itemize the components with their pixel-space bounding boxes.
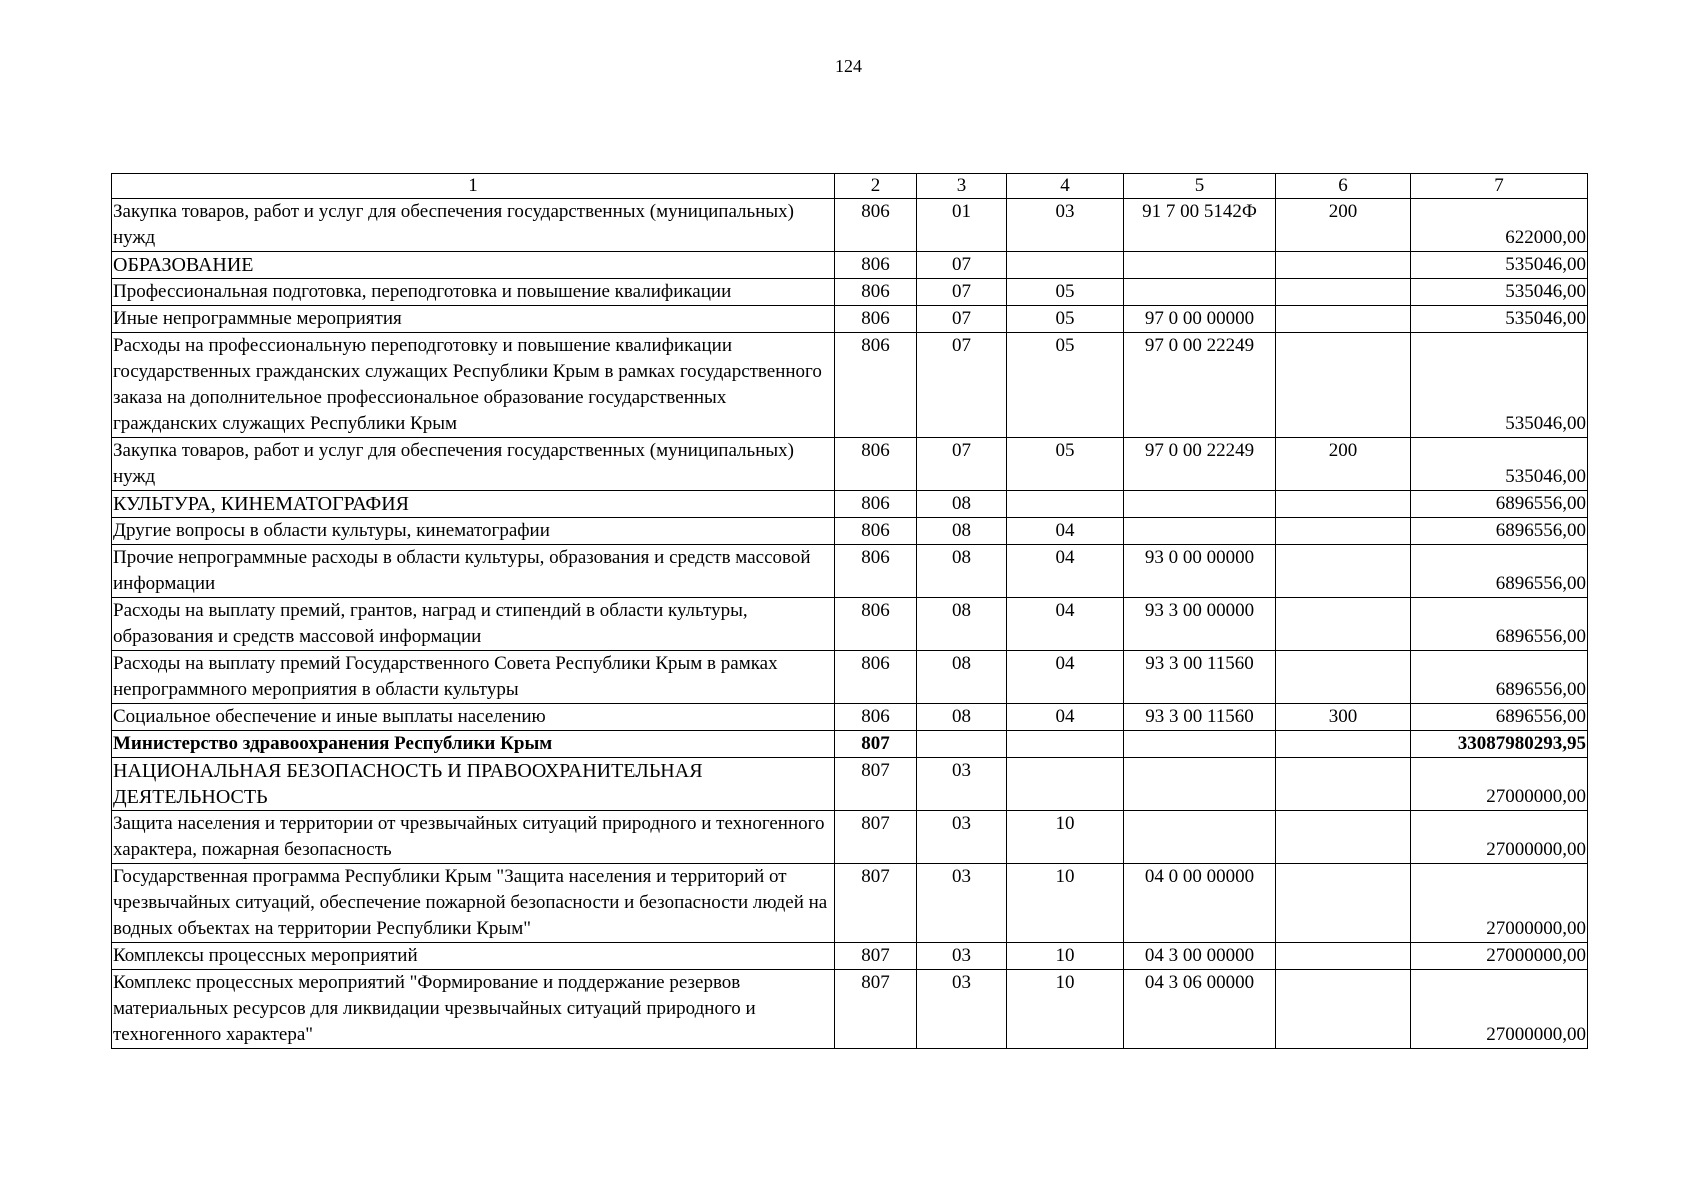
row-section-cell: 03 (917, 970, 1007, 1049)
table-row (112, 306, 1588, 333)
row-subsection-cell: 10 (1007, 943, 1124, 970)
column-header: 4 (1007, 174, 1124, 199)
row-expense-type-cell (1276, 651, 1411, 704)
table-row (112, 252, 1588, 279)
row-amount-cell: 27000000,00 (1411, 758, 1588, 811)
row-section-cell: 08 (917, 518, 1007, 545)
row-subsection-cell: 03 (1007, 199, 1124, 252)
row-name-cell: Иные непрограммные мероприятия (112, 306, 835, 333)
table-row (112, 704, 1588, 731)
row-name-cell: Расходы на выплату премий Государственного Совета Республики Крым в рамках непрограммного мероприятия в области культуры (112, 651, 835, 704)
row-name-cell: Профессиональная подготовка, переподготовка и повышение квалификации (112, 279, 835, 306)
row-target-article-cell (1124, 518, 1276, 545)
row-amount-cell: 27000000,00 (1411, 864, 1588, 943)
row-amount-cell: 6896556,00 (1411, 704, 1588, 731)
row-code-cell: 806 (835, 306, 917, 333)
row-name-cell: Закупка товаров, работ и услуг для обеспечения государственных (муниципальных) нужд (112, 199, 835, 252)
row-code-cell: 807 (835, 758, 917, 811)
row-amount-cell: 6896556,00 (1411, 598, 1588, 651)
row-expense-type-cell (1276, 333, 1411, 438)
row-code-cell: 806 (835, 279, 917, 306)
row-name-cell: ОБРАЗОВАНИЕ (112, 252, 835, 279)
row-amount-cell: 535046,00 (1411, 438, 1588, 491)
row-target-article-cell (1124, 731, 1276, 758)
row-code-cell: 806 (835, 598, 917, 651)
row-name-cell: КУЛЬТУРА, КИНЕМАТОГРАФИЯ (112, 491, 835, 518)
row-subsection-cell: 04 (1007, 518, 1124, 545)
row-expense-type-cell (1276, 970, 1411, 1049)
table-row (112, 491, 1588, 518)
row-subsection-cell: 04 (1007, 598, 1124, 651)
row-name-cell: Комплексы процессных мероприятий (112, 943, 835, 970)
row-code-cell: 806 (835, 545, 917, 598)
column-header: 1 (112, 174, 835, 199)
table-row (112, 864, 1588, 943)
column-header: 5 (1124, 174, 1276, 199)
row-code-cell: 806 (835, 491, 917, 518)
table-row (112, 545, 1588, 598)
row-amount-cell: 535046,00 (1411, 279, 1588, 306)
row-expense-type-cell (1276, 864, 1411, 943)
row-code-cell: 807 (835, 943, 917, 970)
table-row (112, 518, 1588, 545)
row-amount-cell: 6896556,00 (1411, 545, 1588, 598)
row-section-cell: 08 (917, 704, 1007, 731)
column-header: 3 (917, 174, 1007, 199)
row-subsection-cell: 10 (1007, 864, 1124, 943)
row-code-cell: 807 (835, 864, 917, 943)
row-name-cell: Закупка товаров, работ и услуг для обеспечения государственных (муниципальных) нужд (112, 438, 835, 491)
row-name-cell: Прочие непрограммные расходы в области культуры, образования и средств массовой информации (112, 545, 835, 598)
row-amount-cell: 535046,00 (1411, 333, 1588, 438)
table-row (112, 811, 1588, 864)
row-name-cell: Социальное обеспечение и иные выплаты населению (112, 704, 835, 731)
row-target-article-cell (1124, 811, 1276, 864)
row-name-cell: Государственная программа Республики Крым "Защита населения и территорий от чрезвычайных ситуаций, обеспечение пожарной безопасности и безопасности людей на водных объектах на территории Республики Крым" (112, 864, 835, 943)
row-section-cell: 08 (917, 651, 1007, 704)
row-subsection-cell: 05 (1007, 306, 1124, 333)
row-code-cell: 807 (835, 811, 917, 864)
row-section-cell: 07 (917, 438, 1007, 491)
row-amount-cell: 33087980293,95 (1411, 731, 1588, 758)
row-subsection-cell: 10 (1007, 811, 1124, 864)
table-row (112, 943, 1588, 970)
row-expense-type-cell (1276, 811, 1411, 864)
row-code-cell: 807 (835, 970, 917, 1049)
row-subsection-cell: 05 (1007, 333, 1124, 438)
row-amount-cell: 27000000,00 (1411, 970, 1588, 1049)
row-target-article-cell: 93 3 00 11560 (1124, 704, 1276, 731)
row-section-cell: 01 (917, 199, 1007, 252)
row-code-cell: 807 (835, 731, 917, 758)
row-section-cell: 03 (917, 758, 1007, 811)
row-code-cell: 806 (835, 438, 917, 491)
table-row (112, 970, 1588, 1049)
row-target-article-cell: 04 0 00 00000 (1124, 864, 1276, 943)
row-name-cell: Расходы на профессиональную переподготовку и повышение квалификации государственных гражданских служащих Республики Крым в рамках государственного заказа на дополнительное профессиональное образование государственных гражданских служащих Республики Крым (112, 333, 835, 438)
row-target-article-cell (1124, 252, 1276, 279)
row-expense-type-cell (1276, 731, 1411, 758)
row-expense-type-cell (1276, 943, 1411, 970)
row-section-cell: 03 (917, 811, 1007, 864)
row-subsection-cell (1007, 252, 1124, 279)
row-section-cell: 08 (917, 491, 1007, 518)
row-target-article-cell: 93 3 00 11560 (1124, 651, 1276, 704)
table-row (112, 333, 1588, 438)
row-expense-type-cell (1276, 306, 1411, 333)
row-subsection-cell (1007, 758, 1124, 811)
row-amount-cell: 27000000,00 (1411, 943, 1588, 970)
row-target-article-cell (1124, 491, 1276, 518)
row-section-cell (917, 731, 1007, 758)
row-target-article-cell (1124, 758, 1276, 811)
row-section-cell: 08 (917, 545, 1007, 598)
row-code-cell: 806 (835, 704, 917, 731)
row-target-article-cell (1124, 279, 1276, 306)
row-amount-cell: 535046,00 (1411, 306, 1588, 333)
row-code-cell: 806 (835, 518, 917, 545)
row-target-article-cell: 91 7 00 5142Ф (1124, 199, 1276, 252)
row-section-cell: 07 (917, 333, 1007, 438)
row-target-article-cell: 97 0 00 22249 (1124, 333, 1276, 438)
row-subsection-cell (1007, 491, 1124, 518)
page-number: 124 (835, 56, 862, 76)
table-body (112, 199, 1588, 1049)
row-target-article-cell: 04 3 00 00000 (1124, 943, 1276, 970)
row-expense-type-cell (1276, 545, 1411, 598)
row-subsection-cell (1007, 731, 1124, 758)
row-target-article-cell: 93 3 00 00000 (1124, 598, 1276, 651)
row-subsection-cell: 04 (1007, 651, 1124, 704)
row-subsection-cell: 04 (1007, 704, 1124, 731)
table-row (112, 279, 1588, 306)
row-amount-cell: 622000,00 (1411, 199, 1588, 252)
row-name-cell: Другие вопросы в области культуры, кинематографии (112, 518, 835, 545)
row-code-cell: 806 (835, 252, 917, 279)
row-amount-cell: 27000000,00 (1411, 811, 1588, 864)
row-name-cell: Защита населения и территории от чрезвычайных ситуаций природного и техногенного характера, пожарная безопасность (112, 811, 835, 864)
row-expense-type-cell: 300 (1276, 704, 1411, 731)
row-expense-type-cell (1276, 252, 1411, 279)
column-header: 7 (1411, 174, 1588, 199)
row-expense-type-cell: 200 (1276, 438, 1411, 491)
row-expense-type-cell: 200 (1276, 199, 1411, 252)
row-target-article-cell: 93 0 00 00000 (1124, 545, 1276, 598)
row-code-cell: 806 (835, 333, 917, 438)
row-name-cell: НАЦИОНАЛЬНАЯ БЕЗОПАСНОСТЬ И ПРАВООХРАНИТЕЛЬНАЯ ДЕЯТЕЛЬНОСТЬ (112, 758, 835, 811)
row-subsection-cell: 10 (1007, 970, 1124, 1049)
table-row (112, 438, 1588, 491)
row-expense-type-cell (1276, 279, 1411, 306)
budget-table (111, 173, 1588, 1049)
row-target-article-cell: 97 0 00 00000 (1124, 306, 1276, 333)
row-section-cell: 07 (917, 252, 1007, 279)
table-row (112, 758, 1588, 811)
row-expense-type-cell (1276, 758, 1411, 811)
row-code-cell: 806 (835, 199, 917, 252)
row-subsection-cell: 04 (1007, 545, 1124, 598)
header-row (112, 174, 1588, 199)
row-section-cell: 03 (917, 864, 1007, 943)
row-amount-cell: 535046,00 (1411, 252, 1588, 279)
row-amount-cell: 6896556,00 (1411, 518, 1588, 545)
row-target-article-cell: 97 0 00 22249 (1124, 438, 1276, 491)
row-amount-cell: 6896556,00 (1411, 651, 1588, 704)
column-header: 6 (1276, 174, 1411, 199)
row-name-cell: Расходы на выплату премий, грантов, наград и стипендий в области культуры, образования и средств массовой информации (112, 598, 835, 651)
table-row (112, 199, 1588, 252)
row-amount-cell: 6896556,00 (1411, 491, 1588, 518)
row-expense-type-cell (1276, 598, 1411, 651)
row-expense-type-cell (1276, 518, 1411, 545)
table-row (112, 731, 1588, 758)
table-row (112, 651, 1588, 704)
row-subsection-cell: 05 (1007, 279, 1124, 306)
row-name-cell: Комплекс процессных мероприятий "Формирование и поддержание резервов материальных ресурсов для ликвидации чрезвычайных ситуаций природного и техногенного характера" (112, 970, 835, 1049)
row-section-cell: 08 (917, 598, 1007, 651)
row-section-cell: 07 (917, 279, 1007, 306)
row-expense-type-cell (1276, 491, 1411, 518)
row-code-cell: 806 (835, 651, 917, 704)
column-header: 2 (835, 174, 917, 199)
row-target-article-cell: 04 3 06 00000 (1124, 970, 1276, 1049)
row-section-cell: 07 (917, 306, 1007, 333)
row-section-cell: 03 (917, 943, 1007, 970)
row-subsection-cell: 05 (1007, 438, 1124, 491)
row-name-cell: Министерство здравоохранения Республики Крым (112, 731, 835, 758)
table-row (112, 598, 1588, 651)
